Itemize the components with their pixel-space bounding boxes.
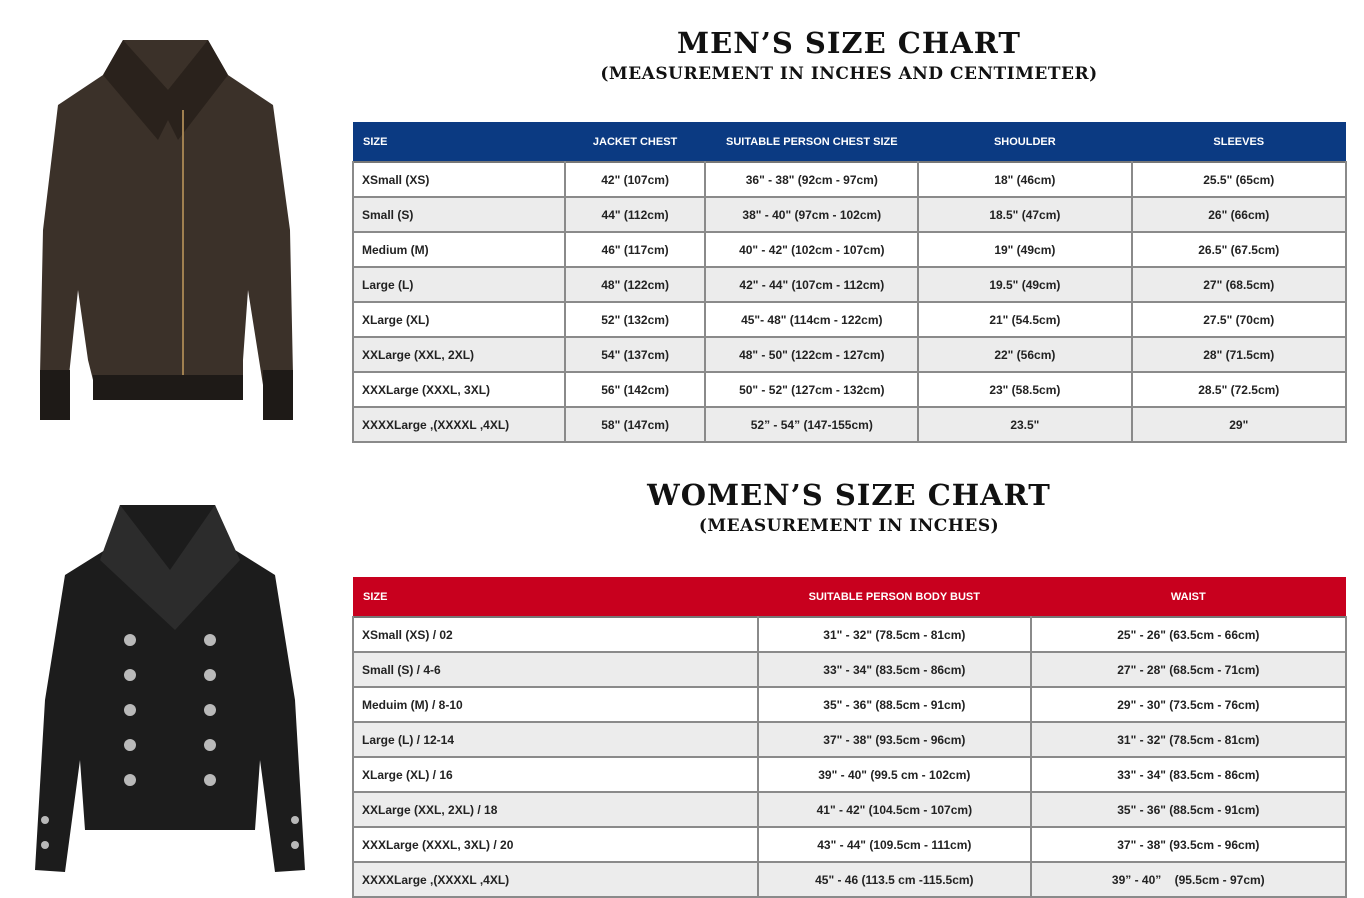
mens-size-table — [352, 122, 1347, 443]
measurement-cell: 40" - 42" (102cm - 107cm) — [705, 232, 918, 267]
measurement-cell: 23" (58.5cm) — [918, 372, 1131, 407]
measurement-cell: 27" (68.5cm) — [1132, 267, 1346, 302]
column-header: WAIST — [1031, 577, 1346, 617]
measurement-cell: 37" - 38" (93.5cm - 96cm) — [758, 722, 1031, 757]
measurement-cell: 19" (49cm) — [918, 232, 1131, 267]
measurement-cell: 48" (122cm) — [565, 267, 706, 302]
mens-chart-title: MEN’S SIZE CHART — [677, 26, 1021, 60]
measurement-cell: 19.5" (49cm) — [918, 267, 1131, 302]
measurement-cell: 58" (147cm) — [565, 407, 706, 442]
measurement-cell: 35" - 36" (88.5cm - 91cm) — [1031, 792, 1346, 827]
measurement-cell: 42" - 44" (107cm - 112cm) — [705, 267, 918, 302]
table-row — [353, 862, 1346, 897]
size-cell: XXXXLarge ,(XXXXL ,4XL) — [353, 407, 565, 442]
measurement-cell: 41" - 42" (104.5cm - 107cm) — [758, 792, 1031, 827]
measurement-cell: 29" - 30" (73.5cm - 76cm) — [1031, 687, 1346, 722]
table-row — [353, 197, 1346, 232]
size-cell: XXLarge (XXL, 2XL) / 18 — [353, 792, 758, 827]
column-header: SUITABLE PERSON BODY BUST — [758, 577, 1031, 617]
column-header: SIZE — [353, 122, 565, 162]
measurement-cell: 38" - 40" (97cm - 102cm) — [705, 197, 918, 232]
size-cell: Meduim (M) / 8-10 — [353, 687, 758, 722]
measurement-cell: 27.5" (70cm) — [1132, 302, 1346, 337]
measurement-cell: 39" - 40" (99.5 cm - 102cm) — [758, 757, 1031, 792]
womens-leather-jacket-image — [25, 500, 315, 882]
table-row — [353, 372, 1346, 407]
table-row — [353, 232, 1346, 267]
measurement-cell: 25" - 26" (63.5cm - 66cm) — [1031, 617, 1346, 652]
column-header: SUITABLE PERSON CHEST SIZE — [705, 122, 918, 162]
womens-size-table — [352, 577, 1347, 898]
mens-chart-subtitle: (MEASUREMENT IN INCHES AND CENTIMETER) — [600, 64, 1098, 84]
measurement-cell: 45"- 48" (114cm - 122cm) — [705, 302, 918, 337]
size-cell: XXXLarge (XXXL, 3XL) / 20 — [353, 827, 758, 862]
measurement-cell: 27" - 28" (68.5cm - 71cm) — [1031, 652, 1346, 687]
size-cell: Small (S) / 4-6 — [353, 652, 758, 687]
table-row — [353, 337, 1346, 372]
column-header: SHOULDER — [918, 122, 1131, 162]
table-row — [353, 757, 1346, 792]
size-cell: XLarge (XL) — [353, 302, 565, 337]
measurement-cell: 52" (132cm) — [565, 302, 706, 337]
measurement-cell: 18" (46cm) — [918, 162, 1131, 197]
measurement-cell: 28" (71.5cm) — [1132, 337, 1346, 372]
measurement-cell: 18.5" (47cm) — [918, 197, 1131, 232]
measurement-cell: 29" — [1132, 407, 1346, 442]
table-row — [353, 652, 1346, 687]
measurement-cell: 52” - 54” (147-155cm) — [705, 407, 918, 442]
measurement-cell: 50" - 52" (127cm - 132cm) — [705, 372, 918, 407]
table-row — [353, 617, 1346, 652]
table-row — [353, 302, 1346, 337]
measurement-cell: 43" - 44" (109.5cm - 111cm) — [758, 827, 1031, 862]
measurement-cell: 46" (117cm) — [565, 232, 706, 267]
size-cell: Large (L) / 12-14 — [353, 722, 758, 757]
measurement-cell: 44" (112cm) — [565, 197, 706, 232]
table-row — [353, 827, 1346, 862]
table-row — [353, 792, 1346, 827]
measurement-cell: 26.5" (67.5cm) — [1132, 232, 1346, 267]
womens-chart-title: WOMEN’S SIZE CHART — [647, 478, 1051, 512]
measurement-cell: 39” - 40” (95.5cm - 97cm) — [1031, 862, 1346, 897]
measurement-cell: 31" - 32" (78.5cm - 81cm) — [758, 617, 1031, 652]
measurement-cell: 21" (54.5cm) — [918, 302, 1131, 337]
table-row — [353, 267, 1346, 302]
table-row — [353, 722, 1346, 757]
table-header-row — [353, 577, 1346, 617]
table-row — [353, 407, 1346, 442]
measurement-cell: 22" (56cm) — [918, 337, 1131, 372]
column-header: SIZE — [353, 577, 758, 617]
measurement-cell: 36" - 38" (92cm - 97cm) — [705, 162, 918, 197]
column-header: SLEEVES — [1132, 122, 1346, 162]
measurement-cell: 25.5" (65cm) — [1132, 162, 1346, 197]
measurement-cell: 33" - 34" (83.5cm - 86cm) — [1031, 757, 1346, 792]
measurement-cell: 31" - 32" (78.5cm - 81cm) — [1031, 722, 1346, 757]
measurement-cell: 33" - 34" (83.5cm - 86cm) — [758, 652, 1031, 687]
mens-leather-jacket-image — [28, 30, 303, 425]
size-cell: XXXLarge (XXXL, 3XL) — [353, 372, 565, 407]
measurement-cell: 45" - 46 (113.5 cm -115.5cm) — [758, 862, 1031, 897]
measurement-cell: 28.5" (72.5cm) — [1132, 372, 1346, 407]
size-cell: Large (L) — [353, 267, 565, 302]
measurement-cell: 54" (137cm) — [565, 337, 706, 372]
measurement-cell: 26" (66cm) — [1132, 197, 1346, 232]
measurement-cell: 37" - 38" (93.5cm - 96cm) — [1031, 827, 1346, 862]
measurement-cell: 42" (107cm) — [565, 162, 706, 197]
table-row — [353, 687, 1346, 722]
size-cell: Medium (M) — [353, 232, 565, 267]
size-cell: XXXXLarge ,(XXXXL ,4XL) — [353, 862, 758, 897]
measurement-cell: 23.5" — [918, 407, 1131, 442]
measurement-cell: 35" - 36" (88.5cm - 91cm) — [758, 687, 1031, 722]
table-row — [353, 162, 1346, 197]
table-header-row — [353, 122, 1346, 162]
size-cell: XXLarge (XXL, 2XL) — [353, 337, 565, 372]
measurement-cell: 56" (142cm) — [565, 372, 706, 407]
size-cell: Small (S) — [353, 197, 565, 232]
size-cell: XLarge (XL) / 16 — [353, 757, 758, 792]
measurement-cell: 48" - 50" (122cm - 127cm) — [705, 337, 918, 372]
womens-chart-subtitle: (MEASUREMENT IN INCHES) — [698, 516, 1000, 536]
size-cell: XSmall (XS) — [353, 162, 565, 197]
size-cell: XSmall (XS) / 02 — [353, 617, 758, 652]
column-header: JACKET CHEST — [565, 122, 706, 162]
